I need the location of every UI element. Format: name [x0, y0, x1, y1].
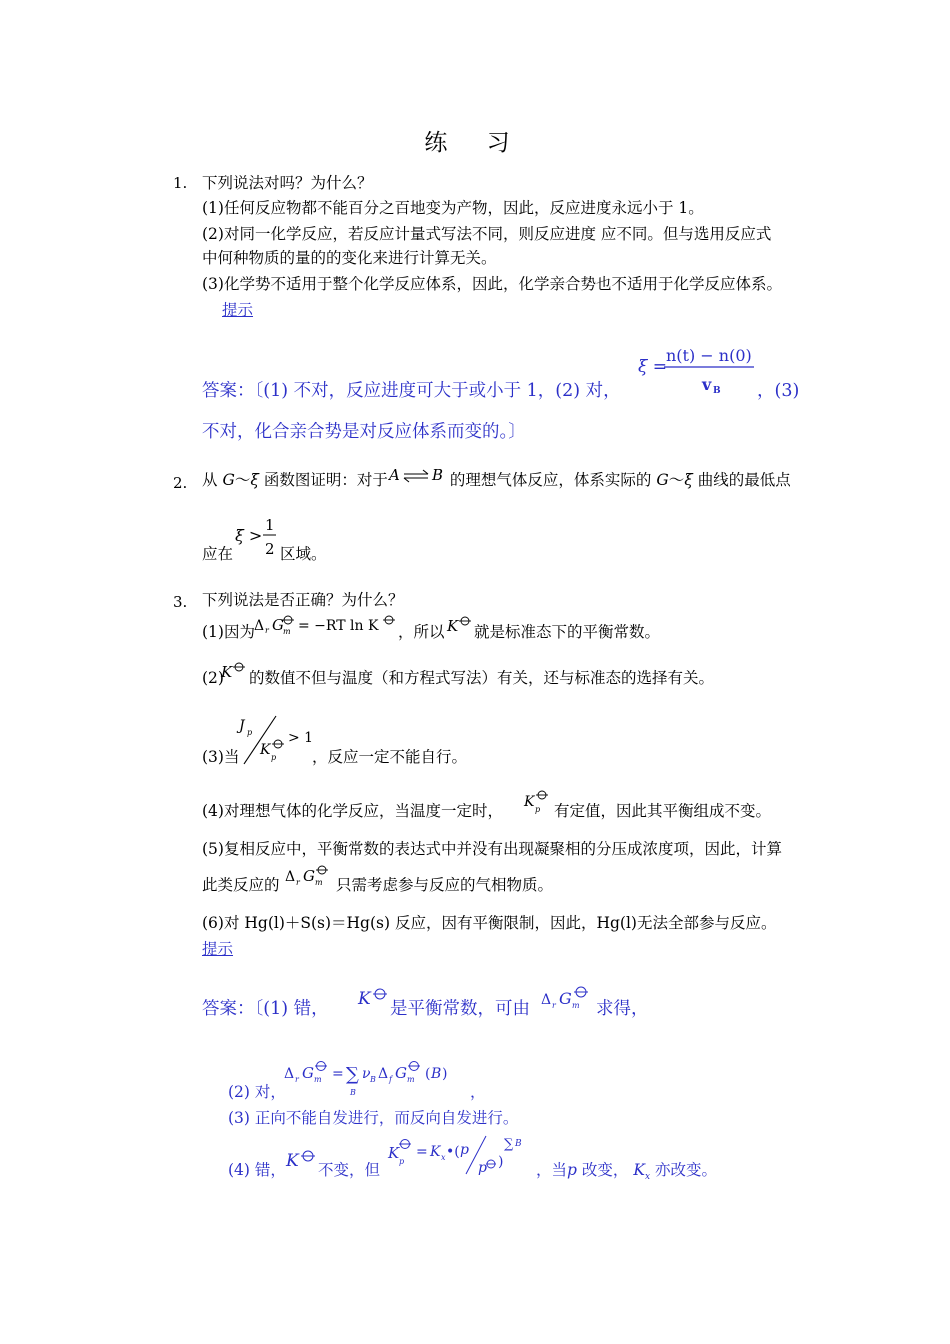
- question-1-answer-b: ，(3): [757, 381, 800, 401]
- svg-text:r: r: [296, 878, 300, 887]
- delta-g-standard-blue-icon: [540, 984, 596, 1014]
- question-3-answer-1b: 是平衡常数，可由: [390, 999, 530, 1019]
- svg-text:f: f: [389, 1075, 392, 1084]
- svg-text:p: p: [399, 1157, 405, 1166]
- question-1-stem: 下列说法对吗？为什么？: [202, 174, 373, 192]
- svg-text:K: K: [524, 794, 535, 810]
- question-3-statement-1a: (1)因为: [202, 623, 255, 641]
- svg-text:m: m: [572, 1001, 580, 1010]
- question-2-line-1: 从 G～ξ 函数图证明：对于 A B 的理想气体反应，体系实际的 G～ξ 曲线的最低点: [202, 468, 791, 493]
- xi-formula-denominator-sub: B: [713, 386, 721, 396]
- delta-g-standard-icon: [284, 862, 336, 890]
- svg-text:): ): [498, 1154, 504, 1170]
- question-3-statement-5c: 只需考虑参与反应的气相物质。: [336, 876, 554, 894]
- svg-text:B: B: [515, 1139, 522, 1149]
- question-3-answer-4a: (4) 错，: [228, 1161, 286, 1179]
- svg-text:A: A: [388, 466, 400, 484]
- question-3-answer-4c: ，当p 改变， $K_x$ 亦改变。: [536, 1161, 717, 1183]
- svg-text:=: =: [332, 1066, 344, 1082]
- svg-text:m: m: [314, 1075, 322, 1084]
- question-3-answer-1a: 答案：〔(1) 错，: [202, 999, 329, 1019]
- svg-text:p: p: [535, 805, 541, 814]
- svg-text:K: K: [430, 1144, 441, 1160]
- svg-text:> 1: > 1: [288, 730, 314, 746]
- xi-inequality: [234, 512, 280, 562]
- svg-text:Δ: Δ: [378, 1066, 389, 1082]
- svg-text:G: G: [395, 1064, 407, 1082]
- svg-text:ν: ν: [362, 1066, 371, 1082]
- svg-text:G: G: [303, 867, 315, 885]
- xi-formula-lhs: ξ =: [638, 357, 668, 377]
- kp-standard-icon: [522, 786, 552, 816]
- question-3-statement-5a: (5)复相反应中，平衡常数的表达式中并没有出现凝聚相的分压成浓度项，因此，计算: [202, 840, 782, 858]
- question-3-answer-2a: (2) 对，: [228, 1083, 286, 1101]
- svg-text:B: B: [431, 466, 443, 484]
- svg-text:m: m: [407, 1075, 415, 1084]
- question-3-answer-4b: 不变，但: [318, 1161, 381, 1179]
- question-3-answer-3: (3) 正向不能自发进行，而反向自发进行。: [228, 1109, 519, 1127]
- svg-text:J: J: [239, 718, 245, 734]
- k-standard-blue-icon: [356, 984, 390, 1012]
- question-3-hint-link[interactable]: 提示: [202, 940, 234, 958]
- gibbs-equilibrium-formula: [252, 612, 397, 638]
- svg-text:p: p: [460, 1142, 469, 1158]
- question-3-statement-3a: (3)当: [202, 748, 240, 766]
- svg-text:G: G: [272, 616, 284, 634]
- question-2-line-2b: 区域。: [280, 545, 327, 563]
- svg-text:•(: •(: [446, 1144, 460, 1160]
- question-3-number: 3.: [173, 593, 188, 611]
- svg-text:p: p: [478, 1160, 487, 1176]
- question-1-statement-2b: 中何种物质的量的的变化来进行计算无关。: [202, 249, 497, 267]
- svg-text:): ): [442, 1066, 448, 1082]
- question-2-line-2a: 应在: [202, 545, 234, 563]
- xi-formula: [636, 342, 758, 398]
- svg-text:r: r: [295, 1075, 299, 1084]
- question-3-statement-1c: 就是标准态下的平衡常数。: [474, 623, 661, 641]
- svg-text:1: 1: [265, 516, 275, 534]
- svg-text:Δ: Δ: [541, 992, 552, 1008]
- svg-text:K: K: [221, 663, 233, 681]
- jp-over-kp-formula: [236, 708, 316, 768]
- question-3-statement-3b: ，反应一定不能自行。: [312, 748, 468, 766]
- question-3-statement-2b: 的数值不但与温度（和方程式写法）有关，还与标准态的选择有关。: [249, 669, 715, 687]
- svg-text:K: K: [388, 1144, 400, 1162]
- svg-text:K: K: [260, 742, 271, 758]
- svg-text:r: r: [552, 1001, 556, 1010]
- xi-formula-numerator: n(t) − n(0): [666, 346, 752, 365]
- svg-text:∑: ∑: [346, 1064, 359, 1085]
- svg-text:B: B: [431, 1066, 442, 1082]
- question-3-statement-5b: 此类反应的: [202, 876, 280, 894]
- svg-text:B: B: [350, 1088, 356, 1097]
- question-3-statement-4a: (4)对理想气体的化学反应，当温度一定时，: [202, 802, 503, 820]
- svg-text:p: p: [247, 728, 253, 737]
- svg-text:r: r: [265, 626, 269, 635]
- svg-text:=: =: [416, 1144, 428, 1160]
- svg-text:K: K: [447, 617, 459, 635]
- question-1-statement-2a: (2)对同一化学反应，若反应计量式写法不同，则反应进度 应不同。但与选用反应式: [202, 225, 772, 243]
- svg-text:K: K: [286, 1151, 299, 1171]
- xi-formula-denominator: v: [702, 375, 712, 394]
- svg-text:p: p: [271, 753, 277, 762]
- svg-text:x: x: [441, 1153, 446, 1162]
- svg-text:G: G: [559, 989, 572, 1008]
- question-3-answer-2b: ，: [470, 1083, 486, 1101]
- svg-text:K: K: [358, 989, 371, 1009]
- delta-g-sum-formula: [282, 1058, 472, 1100]
- question-3-statement-4b: 有定值，因此其平衡组成不变。: [554, 802, 772, 820]
- svg-text:= −RT ln K: = −RT ln K: [298, 618, 379, 634]
- svg-text:Δ: Δ: [284, 1066, 295, 1082]
- kp-kx-formula: [386, 1130, 536, 1180]
- page-title: 练 习: [424, 130, 526, 156]
- k-standard-icon-2: [220, 660, 250, 684]
- svg-text:2: 2: [265, 540, 275, 558]
- svg-text:Δ: Δ: [285, 869, 296, 885]
- question-3-answer-1c: 求得，: [596, 999, 649, 1019]
- question-1-number: 1.: [173, 174, 188, 192]
- svg-text:m: m: [315, 878, 323, 887]
- svg-text:G: G: [302, 1064, 314, 1082]
- svg-text:m: m: [283, 627, 291, 636]
- question-3-statement-1b: ，所以: [398, 623, 445, 641]
- svg-text:Δ: Δ: [254, 618, 265, 634]
- svg-text:(: (: [425, 1066, 431, 1082]
- svg-text:B: B: [370, 1075, 376, 1084]
- question-1-statement-1: (1)任何反应物都不能百分之百地变为产物，因此，反应进度永远小于 1。: [202, 199, 704, 217]
- question-1-answer-c: 不对，化合亲合势是对反应体系而变的。〕: [202, 422, 526, 442]
- k-standard-blue-icon-2: [284, 1146, 318, 1174]
- question-1-statement-3: (3)化学势不适用于整个化学反应体系，因此，化学亲合势也不适用于化学反应体系。: [202, 275, 782, 293]
- question-3-statement-2a: (2): [202, 669, 224, 687]
- question-3-stem: 下列说法是否正确？为什么？: [202, 591, 404, 609]
- svg-text:∑: ∑: [504, 1137, 514, 1152]
- k-standard-icon: [446, 614, 476, 638]
- reaction-equilibrium-symbol: [388, 463, 450, 488]
- question-3-statement-6: (6)对 Hg(l)＋S(s)＝Hg(s) 反应，因有平衡限制，因此，Hg(l)无法全部参与反应。: [202, 914, 777, 932]
- question-2-number: 2.: [173, 474, 188, 492]
- question-1-hint-link[interactable]: 提示: [222, 301, 254, 319]
- question-1-answer-a: 答案：〔(1) 不对，反应进度可大于或小于 1，(2) 对，: [202, 381, 621, 401]
- svg-text:ξ >: ξ >: [235, 526, 263, 545]
